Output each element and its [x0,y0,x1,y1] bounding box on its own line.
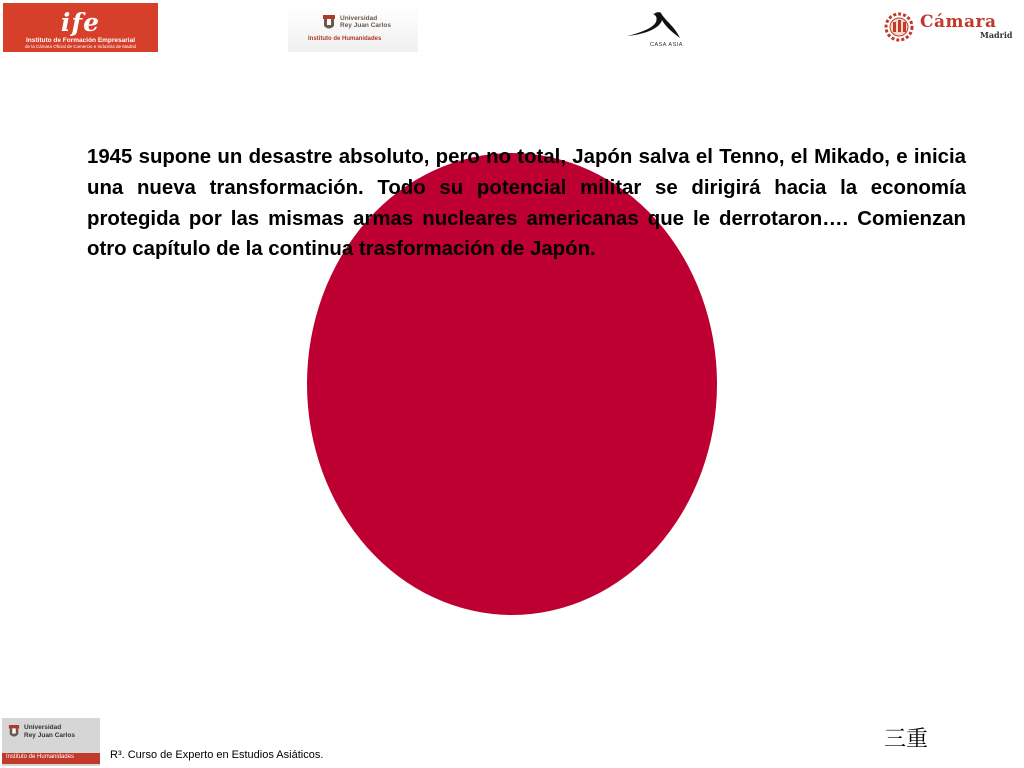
footer-logo-line2: Rey Juan Carlos [24,732,75,739]
urjc-logo-line3: Instituto de Humanidades [308,36,382,42]
ife-logo-subtitle: de la Cámara Oficial de Comercio e Industria de Madrid [24,44,137,49]
camara-logo [876,10,1016,44]
urjc-logo [288,6,418,52]
camara-logo-subtitle: Madrid [980,30,1013,40]
casa-asia-label: CASA ASIA [650,42,683,48]
university-shield-icon [322,13,336,31]
ife-logo-mark: ife [60,8,101,37]
casa-asia-mark-icon [622,8,702,42]
slide-body-text: 1945 supone un desastre absoluto, pero no total, Japón salva el Tenno, el Mikado, e inicia una nueva transformación. Todo su potencial militar se dirigirá hacia la economía protegida por las mismas armas nucleares americanas que le derrotaron…. Comienzan otro capítulo de la continua trasformación de Japón. [87,146,966,261]
ife-logo [3,3,158,52]
urjc-logo-line1: Universidad [340,15,378,22]
urjc-logo-line2: Rey Juan Carlos [340,22,391,29]
university-shield-icon [8,723,20,739]
footer-urjc-logo [2,718,100,766]
footer-logo-line3: Instituto de Humanidades [6,754,75,760]
camara-emblem-icon [878,12,920,42]
footer-logo-line1: Universidad [24,724,62,731]
camara-logo-title: Cámara [920,12,997,32]
footer-kanji: 三重 [884,727,929,752]
casa-asia-logo [622,8,702,52]
ife-logo-name: Instituto de Formación Empresarial [25,37,136,44]
footer-course-text: R³. Curso de Experto en Estudios Asiáticos. [110,749,324,761]
